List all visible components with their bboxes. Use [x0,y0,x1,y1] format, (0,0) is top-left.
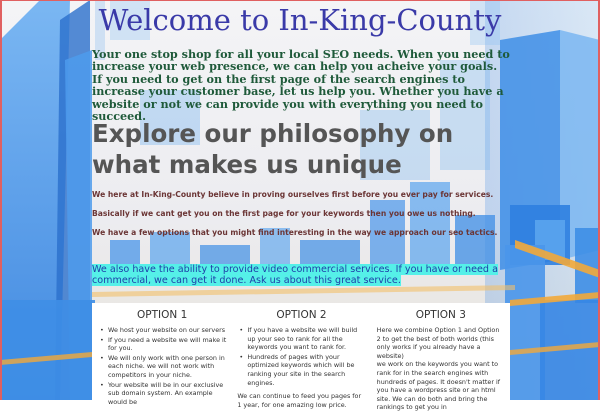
philosophy-paragraph: Basically if we cant get you on the first page for your keywords then you owe us nothing. [92,209,476,218]
philosophy-heading: Explore our philosophy on what makes us unique [92,119,454,179]
list-item: • We host your website on our servers [108,326,226,335]
video-commercial-text: We also have the ability to provide video commercial services. If you have or need a commercial, we can get it done. Ask us about this great service. [92,264,498,287]
list-item: • Your website will be in our exclusive sub domain system. An example would be [108,381,226,407]
list-item: • We will only work with one person in each niche. we will not work with competitors in your niche. [108,354,226,380]
list-item: • If you have a website we will build up your seo to rank for all the keywords you want to rank for. [247,326,365,352]
site-title: Welcome to In-King-County [98,3,502,37]
option-3-text: Here we combine Option 1 and Option 2 to get the best of both worlds (this only works if you already have a website) [376,326,500,360]
option-2-column [231,303,370,409]
philosophy-paragraph: We here at In-King-County believe in proving ourselves first before you ever pay for services. [92,190,494,199]
option-1-column [92,303,231,406]
intro-text: Your one stop shop for all your local SEO needs. When you need to increase your web presence, we can help you acheive your goals. If you need to get on the first page of the search engines to increase your customer base, let us help you. Whether you have a website or not we can provide you with everything you need to succeed. [92,47,510,124]
option-1-list [98,326,226,406]
list-item: • Hundreds of pages with your optimized keywords which will be ranking your site in the search engines. [247,353,365,387]
options-panel [92,303,510,412]
option-2-title: OPTION 2 [276,309,327,321]
list-item: • If you need a website we will make it for you. [108,336,226,353]
option-2-list [237,326,365,387]
option-1-title: OPTION 1 [137,309,188,321]
video-commercial-notice [92,264,500,286]
option-2-note: We can continue to feed you pages for 1 year, for one amazing low price. [237,392,362,409]
option-3-title: OPTION 3 [415,309,466,321]
option-3-text: we work on the keywords you want to rank for in the search engines with hundreds of pages. It doesn't matter if you have a wordpress site or an html site. We can do both and bring the rankings to get you in [376,360,501,412]
option-3-column [371,303,510,412]
philosophy-paragraph: We have a few options that you might find interesting in the way we approach our seo tactics. [92,228,498,237]
